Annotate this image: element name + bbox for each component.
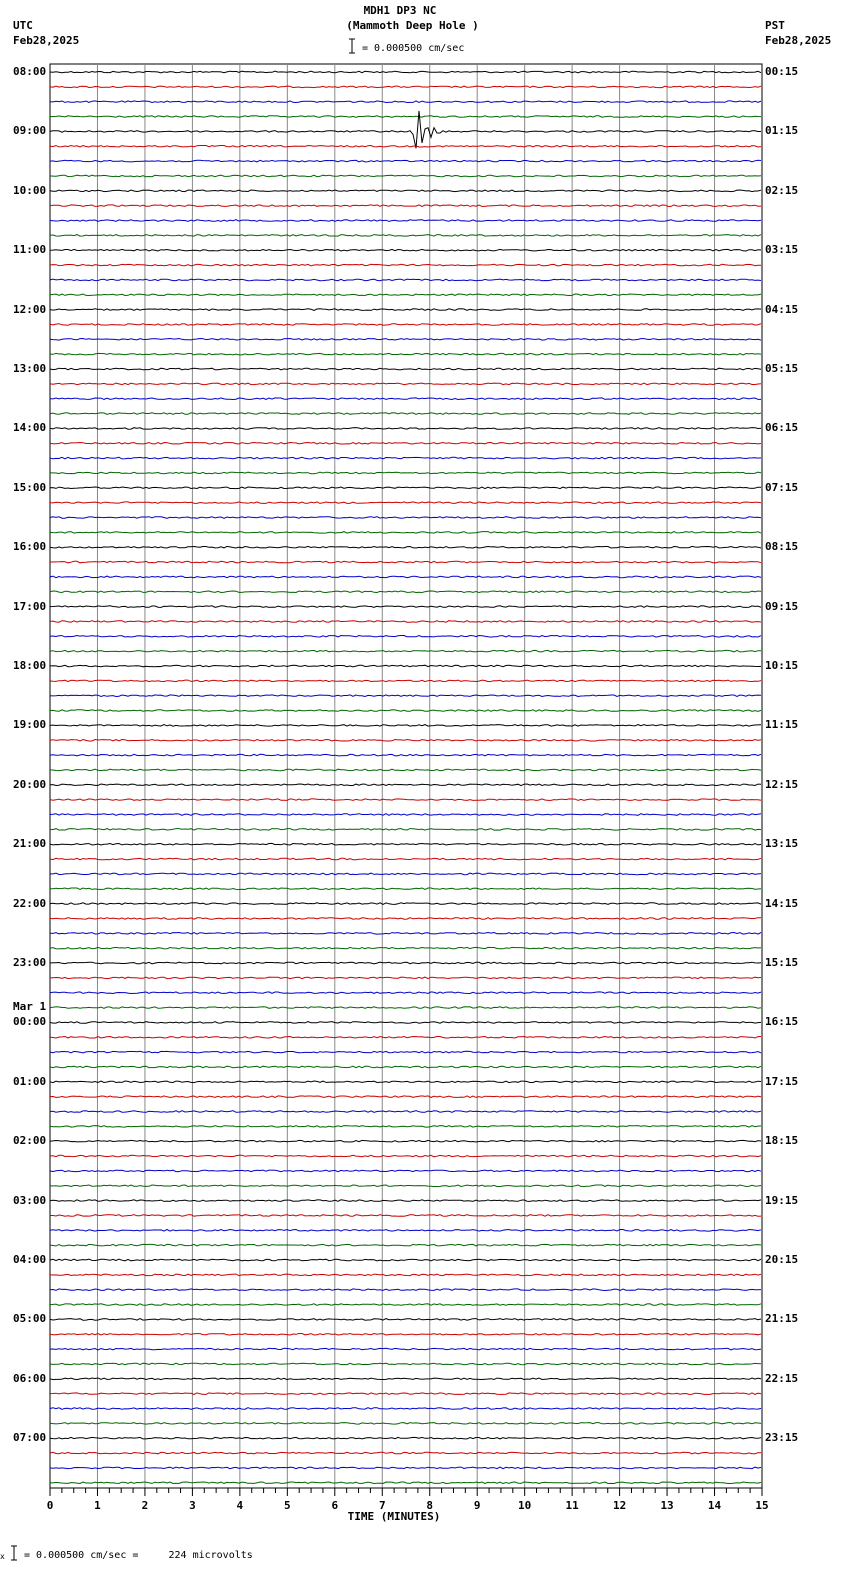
trace-37: [50, 621, 761, 623]
x-tick-label: 5: [284, 1499, 291, 1512]
x-tick-label: 15: [755, 1499, 769, 1512]
pst-hour-label: 13:15: [765, 837, 799, 851]
trace-94: [50, 1467, 761, 1469]
utc-hour-label: 02:00: [13, 1134, 47, 1148]
trace-79: [50, 1244, 761, 1246]
trace-85: [50, 1334, 761, 1336]
footer-scale-note: = 0.000500 cm/sec = 224 microvolts: [24, 1550, 253, 1561]
x-tick-label: 11: [565, 1499, 579, 1512]
trace-69: [50, 1096, 761, 1098]
trace-50: [50, 814, 761, 816]
utc-hour-label: 11:00: [13, 243, 47, 257]
trace-32: [50, 546, 761, 548]
x-tick-label: 14: [707, 1499, 722, 1512]
trace-10: [50, 220, 761, 222]
pst-hour-label: 09:15: [765, 599, 799, 613]
pst-hour-label: 05:15: [765, 362, 799, 375]
trace-22: [50, 398, 761, 400]
trace-2: [50, 101, 761, 103]
pst-hour-label: 17:15: [765, 1074, 799, 1088]
trace-46: [50, 754, 761, 756]
utc-hour-label: 07:00: [13, 1431, 47, 1445]
utc-hour-label: 09:00: [13, 124, 47, 138]
trace-26: [50, 457, 761, 459]
trace-39: [50, 650, 761, 652]
utc-hour-label: 12:00: [13, 302, 47, 316]
pst-hour-label: 20:15: [765, 1253, 799, 1266]
utc-hour-label: 16:00: [13, 540, 47, 554]
trace-93: [50, 1452, 761, 1454]
utc-hour-label: 20:00: [13, 777, 47, 791]
utc-hour-label: 19:00: [13, 718, 47, 732]
trace-34: [50, 576, 761, 578]
trace-91: [50, 1423, 761, 1425]
pst-hour-label: 06:15: [765, 421, 799, 435]
date-change-label: Mar 1: [13, 1000, 47, 1014]
utc-hour-label: 23:00: [13, 956, 47, 969]
trace-84: [50, 1319, 761, 1321]
trace-18: [50, 339, 761, 341]
trace-56: [50, 903, 761, 905]
trace-44: [50, 725, 761, 727]
pst-hour-label: 14:15: [765, 896, 799, 910]
trace-17: [50, 324, 761, 326]
x-tick-label: 8: [426, 1499, 434, 1512]
svg-text:x: x: [0, 1552, 5, 1561]
trace-62: [50, 992, 761, 994]
trace-92: [50, 1437, 761, 1439]
trace-81: [50, 1274, 761, 1276]
trace-23: [50, 413, 761, 415]
trace-19: [50, 353, 761, 355]
trace-35: [50, 591, 761, 593]
trace-67: [50, 1066, 761, 1068]
utc-hour-label: 03:00: [13, 1193, 47, 1207]
trace-45: [50, 740, 761, 742]
trace-71: [50, 1126, 761, 1128]
utc-hour-label: 10:00: [13, 183, 47, 197]
utc-hour-label: 13:00: [13, 362, 47, 375]
trace-89: [50, 1393, 761, 1395]
trace-58: [50, 933, 761, 935]
utc-hour-label: 21:00: [13, 837, 47, 851]
trace-90: [50, 1408, 761, 1410]
utc-hour-label: 01:00: [13, 1074, 47, 1088]
trace-86: [50, 1348, 761, 1350]
trace-53: [50, 858, 761, 860]
trace-63: [50, 1007, 761, 1009]
trace-9: [50, 205, 761, 207]
trace-55: [50, 888, 761, 890]
trace-28: [50, 487, 761, 489]
pst-hour-label: 19:15: [765, 1193, 799, 1207]
trace-52: [50, 843, 761, 845]
utc-hour-label: 06:00: [13, 1371, 47, 1385]
pst-hour-label: 07:15: [765, 480, 799, 494]
trace-27: [50, 472, 761, 474]
trace-74: [50, 1170, 761, 1172]
station-title: MDH1 DP3 NC: [363, 4, 437, 17]
utc-hour-label: 14:00: [13, 421, 47, 435]
trace-80: [50, 1259, 761, 1261]
right-date: Feb28,2025: [765, 34, 832, 47]
trace-65: [50, 1037, 761, 1039]
pst-hour-label: 11:15: [765, 718, 799, 732]
trace-15: [50, 294, 761, 296]
trace-36: [50, 606, 761, 608]
trace-83: [50, 1304, 761, 1306]
x-tick-label: 4: [236, 1499, 244, 1512]
trace-31: [50, 532, 761, 534]
trace-7: [50, 175, 761, 177]
trace-78: [50, 1230, 761, 1232]
x-tick-label: 13: [660, 1499, 674, 1512]
trace-82: [50, 1289, 761, 1291]
utc-hour-label: 05:00: [13, 1312, 47, 1326]
trace-47: [50, 769, 761, 771]
pst-hour-label: 23:15: [765, 1431, 799, 1445]
trace-24: [50, 428, 761, 430]
trace-66: [50, 1051, 761, 1053]
trace-13: [50, 264, 761, 266]
trace-73: [50, 1155, 761, 1157]
trace-21: [50, 383, 761, 385]
trace-48: [50, 784, 761, 786]
utc-hour-label: 00:00: [13, 1015, 47, 1029]
trace-76: [50, 1200, 761, 1202]
trace-40: [50, 665, 761, 667]
pst-hour-label: 00:15: [765, 65, 799, 78]
trace-5: [50, 146, 761, 148]
utc-hour-label: 15:00: [13, 480, 47, 494]
x-tick-label: 6: [331, 1499, 339, 1512]
pst-hour-label: 08:15: [765, 540, 799, 554]
trace-68: [50, 1081, 761, 1083]
pst-hour-label: 16:15: [765, 1015, 799, 1029]
utc-hour-label: 22:00: [13, 896, 47, 910]
trace-42: [50, 695, 761, 697]
trace-72: [50, 1140, 761, 1142]
scale-bar-footer-icon: [0, 1544, 22, 1564]
x-tick-label: 1: [94, 1499, 101, 1512]
trace-3: [50, 116, 761, 118]
scale-label: = 0.000500 cm/sec: [362, 43, 465, 54]
x-tick-label: 9: [473, 1499, 481, 1512]
trace-49: [50, 799, 761, 801]
trace-95: [50, 1482, 761, 1484]
trace-30: [50, 517, 761, 519]
trace-38: [50, 636, 761, 638]
site-title: (Mammoth Deep Hole ): [346, 19, 479, 32]
x-tick-label: 12: [612, 1499, 627, 1512]
utc-hour-label: 04:00: [13, 1253, 47, 1266]
x-tick-label: 10: [518, 1499, 532, 1512]
utc-hour-label: 18:00: [13, 659, 47, 672]
pst-hour-label: 04:15: [765, 302, 799, 316]
trace-8: [50, 190, 761, 192]
trace-25: [50, 443, 761, 445]
trace-88: [50, 1378, 761, 1380]
trace-60: [50, 962, 761, 964]
trace-75: [50, 1185, 761, 1187]
pst-hour-label: 02:15: [765, 183, 799, 197]
trace-16: [50, 309, 761, 311]
pst-hour-label: 10:15: [765, 659, 799, 672]
pst-hour-label: 18:15: [765, 1134, 799, 1148]
trace-6: [50, 160, 761, 162]
trace-57: [50, 918, 761, 920]
trace-43: [50, 710, 761, 712]
pst-hour-label: 22:15: [765, 1371, 799, 1385]
x-tick-label: 2: [141, 1499, 149, 1512]
left-date: Feb28,2025: [13, 34, 80, 47]
trace-41: [50, 680, 761, 682]
trace-1: [50, 86, 761, 88]
trace-87: [50, 1363, 761, 1365]
trace-29: [50, 502, 761, 504]
x-tick-label: 7: [378, 1499, 386, 1512]
trace-11: [50, 235, 761, 237]
trace-12: [50, 249, 761, 251]
utc-hour-label: 17:00: [13, 599, 47, 613]
trace-61: [50, 977, 761, 979]
x-tick-label: 0: [46, 1499, 54, 1512]
pst-hour-label: 12:15: [765, 777, 799, 791]
pst-hour-label: 15:15: [765, 956, 799, 969]
utc-hour-label: 08:00: [13, 65, 47, 78]
trace-20: [50, 368, 761, 370]
pst-hour-label: 03:15: [765, 243, 799, 257]
trace-0: [50, 71, 761, 73]
trace-14: [50, 279, 761, 281]
trace-51: [50, 829, 761, 831]
pst-hour-label: 01:15: [765, 124, 799, 138]
x-tick-label: 3: [189, 1499, 196, 1512]
right-timezone: PST: [765, 19, 785, 32]
trace-54: [50, 873, 761, 875]
trace-33: [50, 561, 761, 563]
trace-77: [50, 1215, 761, 1217]
trace-59: [50, 947, 761, 949]
x-axis-label: TIME (MINUTES): [347, 1510, 441, 1523]
trace-70: [50, 1111, 761, 1113]
trace-64: [50, 1022, 761, 1024]
pst-hour-label: 21:15: [765, 1312, 799, 1326]
left-timezone: UTC: [13, 19, 33, 32]
